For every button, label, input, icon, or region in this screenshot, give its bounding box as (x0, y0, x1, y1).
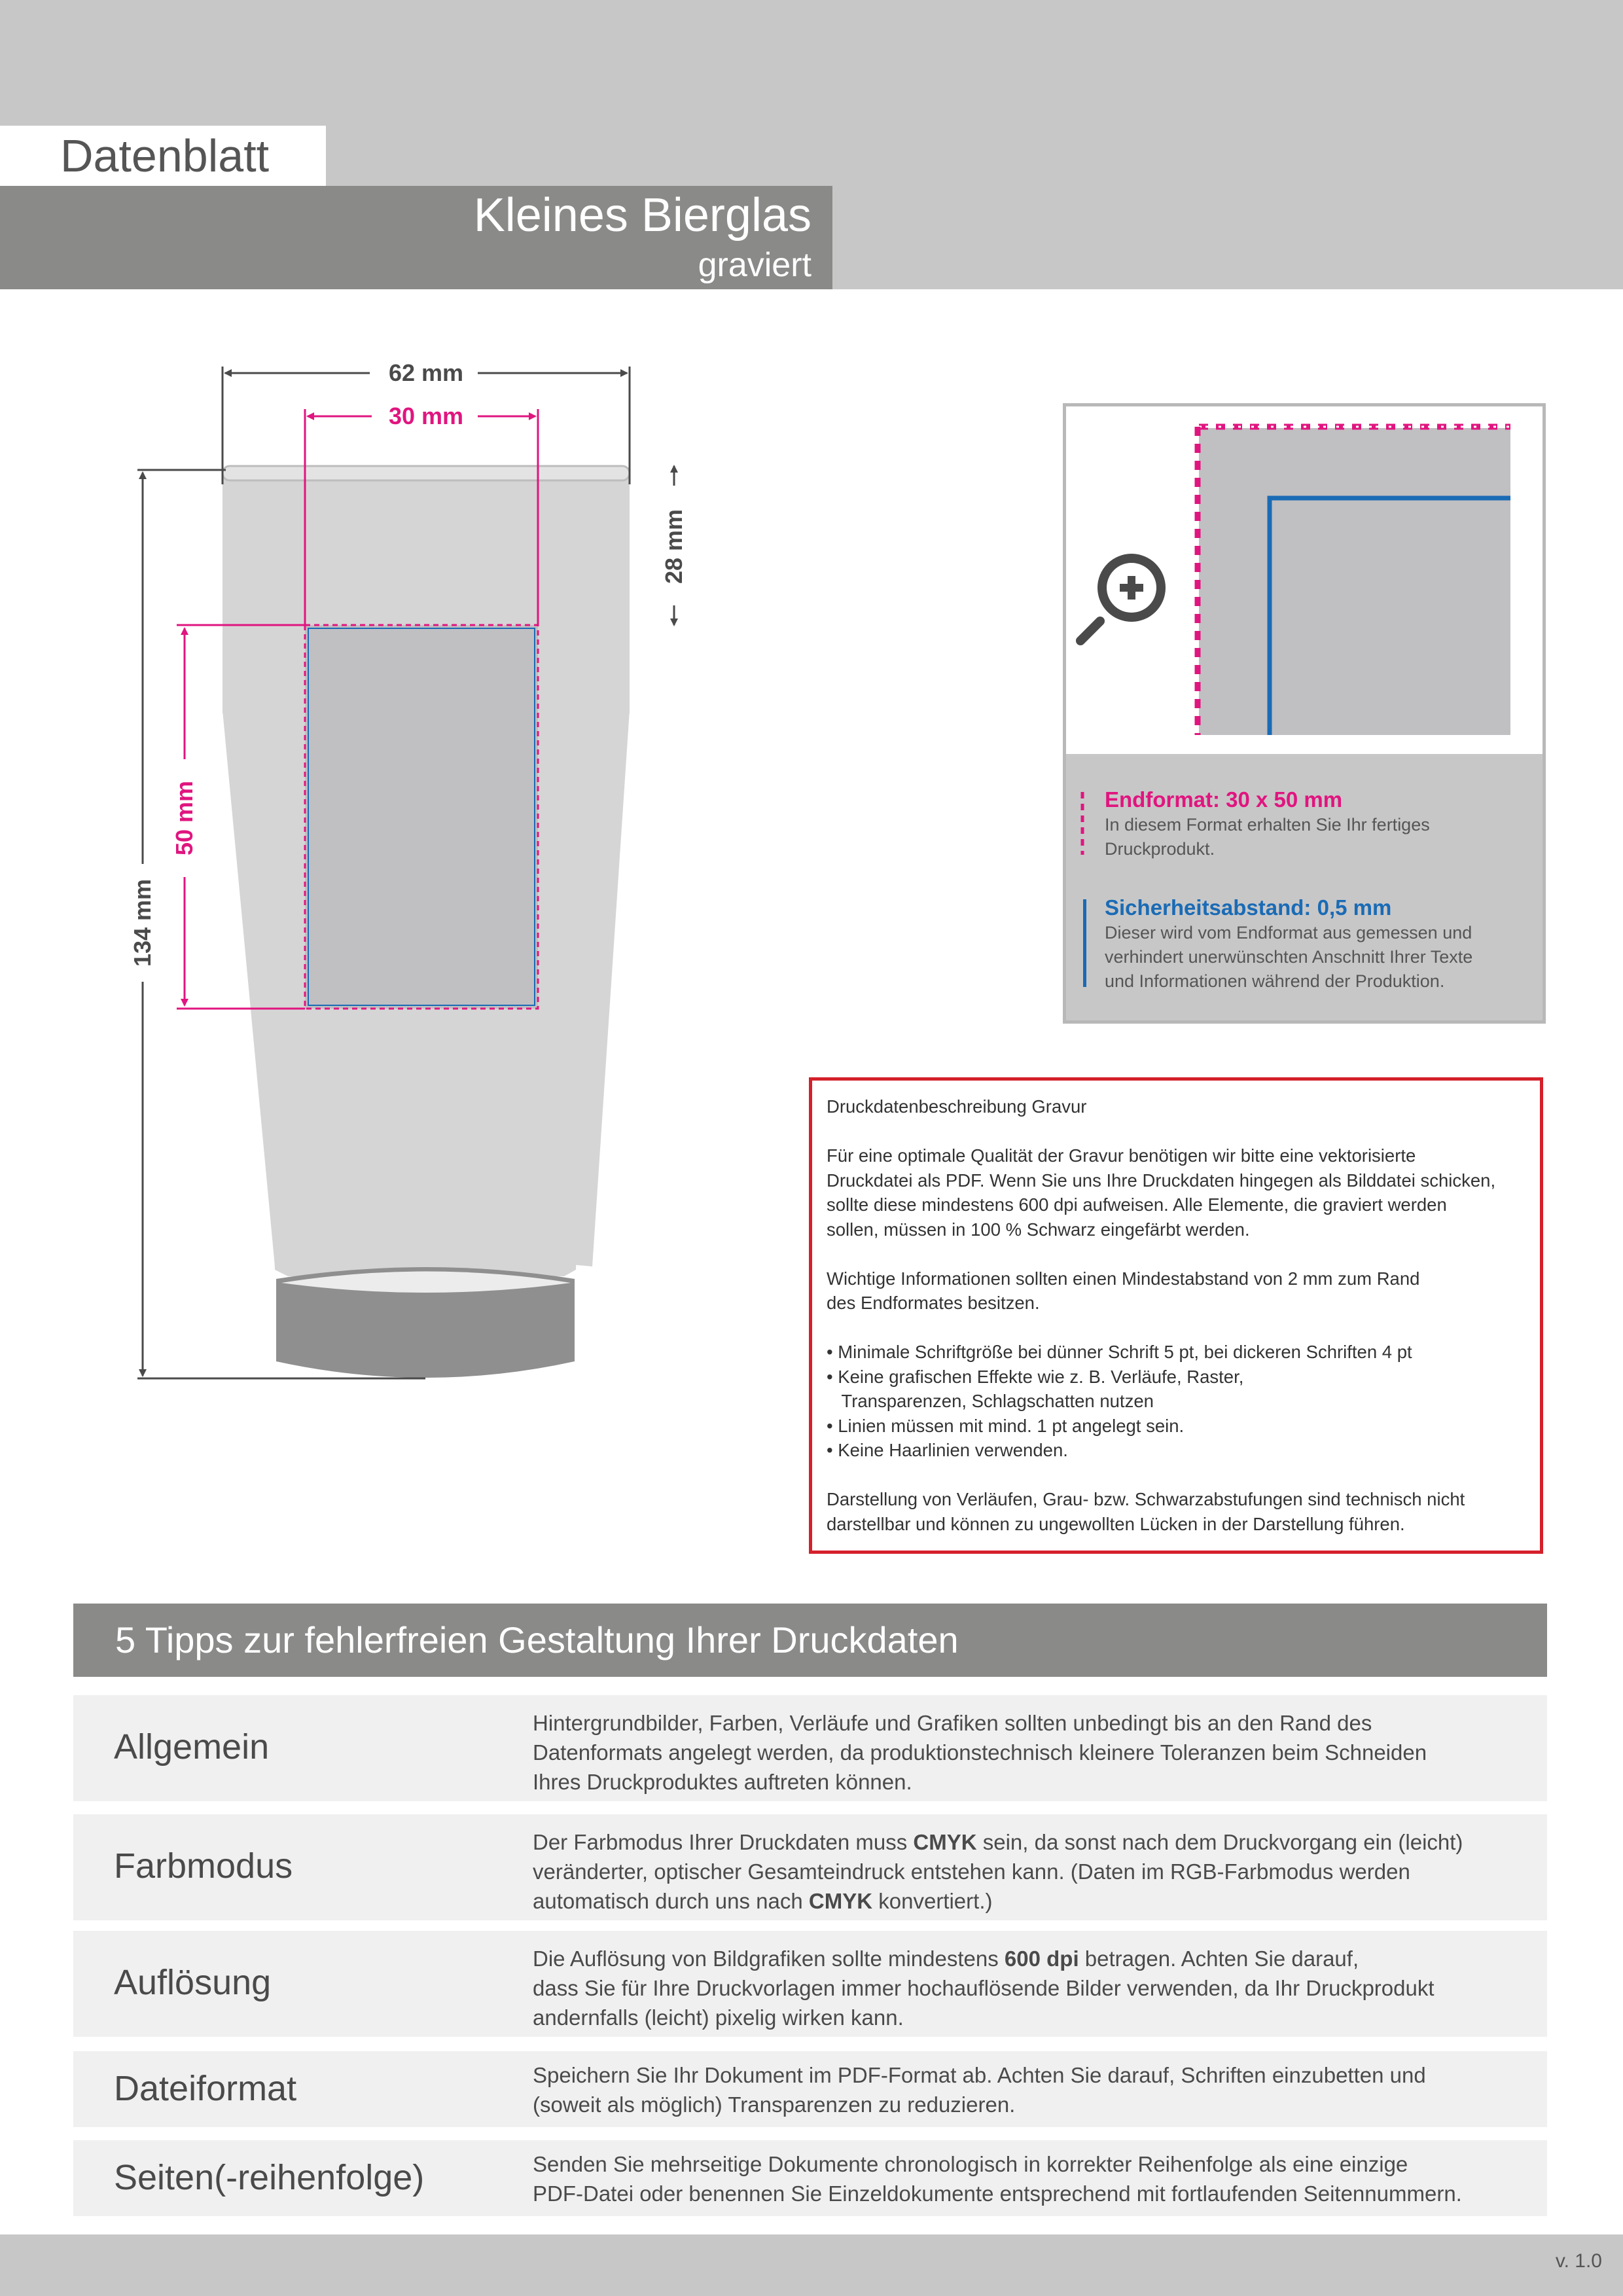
engraving-info-text (827, 1094, 1533, 1561)
tip-line: Datenformats angelegt werden, da produktionstechnisch kleinere Toleranzen beim Schneiden (533, 1740, 1427, 1765)
print-area-endformat (305, 625, 538, 1009)
tip-emphasis: CMYK (808, 1889, 873, 1913)
tip-text (533, 1944, 1541, 2032)
tip-text (533, 1827, 1541, 1916)
tip-line: sein, da sonst nach dem Druckvorgang ein (leicht) (976, 1830, 1463, 1854)
tip-row-farbmodus (73, 1814, 1547, 1920)
datasheet-label: Datenblatt (60, 130, 270, 181)
tip-line: dass Sie für Ihre Druckvorlagen immer hochauflösende Bilder verwenden, da Ihr Druckprodukt (533, 1976, 1435, 2000)
tip-text (533, 1708, 1541, 1797)
tips-title: 5 Tipps zur fehlerfreien Gestaltung Ihrer Druckdaten (115, 1619, 959, 1660)
tip-row-seiten (73, 2140, 1547, 2216)
tip-line: Der Farbmodus Ihrer Druckdaten muss (533, 1830, 914, 1854)
tip-line: PDF-Datei oder benennen Sie Einzeldokumente entsprechend mit fortlaufenden Seitennummern. (533, 2181, 1462, 2206)
tip-emphasis: 600 dpi (1004, 1946, 1079, 1971)
engraving-p3-line: Darstellung von Verläufen, Grau- bzw. Schwarzabstufungen sind technisch nicht (827, 1489, 1465, 1509)
engraving-p1-line: Für eine optimale Qualität der Gravur benötigen wir bitte eine vektorisierte (827, 1145, 1416, 1166)
tip-name: Auflösung (114, 1963, 272, 2002)
engraving-bullet: • Minimale Schriftgröße bei dünner Schrift 5 pt, bei dickeren Schriften 4 pt (827, 1342, 1412, 1362)
product-subtitle: graviert (698, 246, 812, 284)
version-label: v. 1.0 (1555, 2250, 1602, 2272)
endformat-text-1: In diesem Format erhalten Sie Ihr fertiges (1105, 815, 1430, 834)
tip-row-dateiformat (73, 2051, 1547, 2127)
tip-line: Die Auflösung von Bildgrafiken sollte mindestens (533, 1946, 1005, 1971)
engraving-title: Druckdatenbeschreibung Gravur (827, 1096, 1087, 1117)
tip-row-allgemein (73, 1695, 1547, 1801)
tip-line: andernfalls (leicht) pixelig wirken kann. (533, 2005, 904, 2030)
zoom-in-icon (1080, 554, 1166, 641)
tip-text (533, 2060, 1541, 2119)
endformat-title: Endformat: 30 x 50 mm (1105, 787, 1343, 812)
endformat-text-2: Druckprodukt. (1105, 839, 1215, 859)
tip-name: Seiten(-reihenfolge) (114, 2158, 425, 2197)
height-dimension-label: 134 mm (129, 878, 156, 967)
safety-text-2: verhindert unerwünschten Anschnitt Ihrer Texte (1105, 947, 1473, 967)
tip-line: Ihres Druckproduktes auftreten können. (533, 1770, 912, 1794)
print-height-label: 50 mm (171, 780, 198, 856)
engraving-p1-line: sollen, müssen in 100 % Schwarz eingefärbt werden. (827, 1219, 1250, 1240)
engraving-p1-line: Druckdatei als PDF. Wenn Sie uns Ihre Druckdaten hingegen als Bilddatei schicken, (827, 1170, 1496, 1191)
engraving-p2-line: Wichtige Informationen sollten einen Mindestabstand von 2 mm zum Rand (827, 1268, 1420, 1289)
tip-name: Dateiformat (114, 2069, 297, 2108)
product-title: Kleines Bierglas (473, 189, 812, 242)
engraving-bullet: • Keine grafischen Effekte wie z. B. Verläufe, Raster, (827, 1366, 1244, 1387)
glass-drawing (0, 327, 785, 1401)
endformat-legend-line (1079, 791, 1086, 856)
tip-line: (soweit als möglich) Transparenzen zu reduzieren. (533, 2092, 1016, 2117)
engraving-p2-line: des Endformates besitzen. (827, 1293, 1040, 1313)
engraving-bullet: • Keine Haarlinien verwenden. (827, 1440, 1068, 1460)
tip-name: Farbmodus (114, 1846, 293, 1886)
engraving-bullet: • Linien müssen mit mind. 1 pt angelegt sein. (827, 1415, 1185, 1436)
top-margin-label: 28 mm (660, 509, 687, 584)
tip-name: Allgemein (114, 1727, 270, 1767)
engraving-bullet: Transparenzen, Schlagschatten nutzen (827, 1391, 1154, 1411)
engraving-p3-line: darstellbar und können zu ungewollten Lücken in der Darstellung führen. (827, 1513, 1405, 1534)
safety-legend-line (1083, 899, 1086, 987)
tip-line: Hintergrundbilder, Farben, Verläufe und Grafiken sollten unbedingt bis an den Rand des (533, 1711, 1372, 1735)
glass-rim (223, 466, 630, 480)
safety-title: Sicherheitsabstand: 0,5 mm (1105, 895, 1392, 920)
tip-line: konvertiert.) (872, 1889, 993, 1913)
tip-line: Speichern Sie Ihr Dokument im PDF-Format ab. Achten Sie darauf, Schriften einzubetten und (533, 2063, 1426, 2087)
footer-band (0, 2234, 1623, 2296)
tip-line: Senden Sie mehrseitige Dokumente chronologisch in korrekter Reihenfolge als eine einzige (533, 2152, 1408, 2176)
safety-text-3: und Informationen während der Produktion. (1105, 971, 1445, 991)
tip-line: betragen. Achten Sie darauf, (1079, 1946, 1359, 1971)
width-dimension-label: 62 mm (388, 359, 464, 386)
safety-text-1: Dieser wird vom Endformat aus gemessen und (1105, 923, 1472, 942)
engraving-p1-line: sollte diese mindestens 600 dpi aufweisen. Alle Elemente, die graviert werden (827, 1194, 1447, 1215)
tip-line: automatisch durch uns nach (533, 1889, 809, 1913)
tip-row-aufloesung (73, 1931, 1547, 2037)
tip-text (533, 2149, 1541, 2208)
zoom-illustration (1066, 406, 1543, 754)
print-width-label: 30 mm (388, 403, 464, 429)
tip-line: veränderter, optischer Gesamteindruck entstehen kann. (Daten im RGB-Farbmodus werden (533, 1859, 1410, 1884)
engraving-bullet-list (827, 1340, 1533, 1463)
tip-emphasis: CMYK (913, 1830, 977, 1854)
